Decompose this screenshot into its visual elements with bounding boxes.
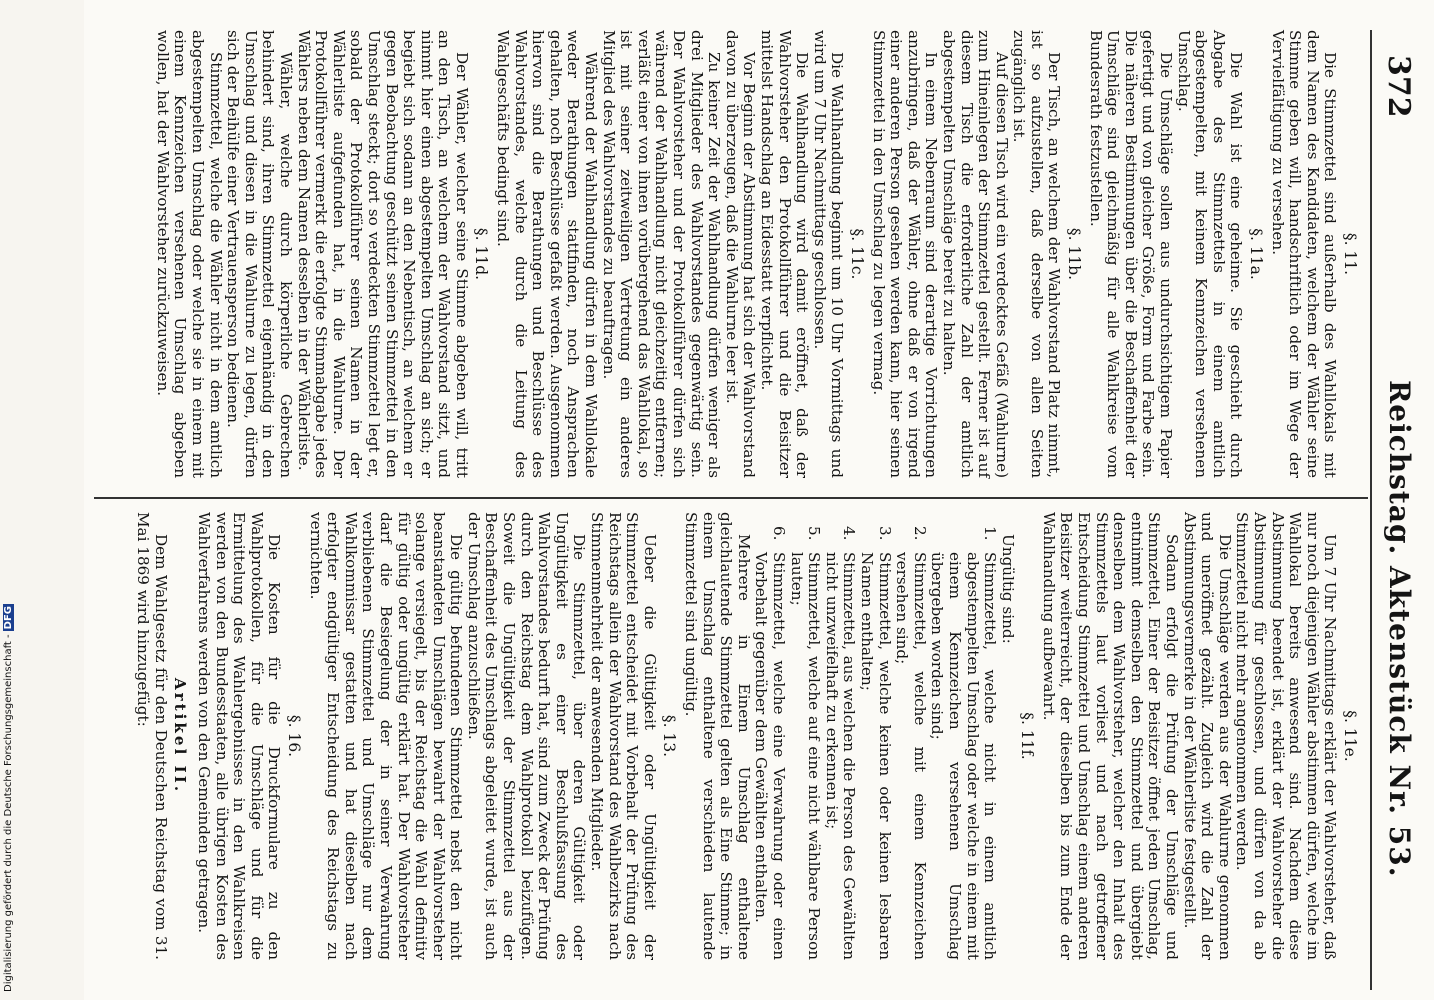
list-text: Stimmzettel, welche keinen oder keinen lesbaren Namen enthalten; bbox=[857, 552, 894, 960]
paragraph: Die Stimmzettel sind außerhalb des Wahllokals mit dem Namen des Kandidaten, welchem der Wähler seine Stimme geben will, handschriftlich oder im Wege der Vervielfältigung zu versehen. bbox=[1268, 30, 1340, 478]
section-heading: §. 11d. bbox=[472, 227, 491, 281]
digitization-credit bbox=[3, 604, 14, 992]
dfg-logo: DFG bbox=[3, 606, 14, 630]
paragraph: Die Umschläge sollen aus undurchsichtigem Papier gefertigt und von gleicher Größe, Form und Farbe sein. Die näheren Bestimmungen über die Beschaffenheit der Umschläge sind gleichmäßig für alle Wahlkreise vom Bundesrath festzustellen. bbox=[1086, 30, 1176, 478]
paragraph: Auf diesen Tisch wird ein verdecktes Gefäß (Wahlurne) zum Hineinlegen der Stimmzettel gestellt. Ferner ist auf diesem Tisch die erforderliche Zahl der amtlich abgestempelten Umschläge bereit zu halten. bbox=[939, 30, 1011, 478]
list-text: Stimmzettel, welche nicht in einem amtlich abgestempelten Umschlag oder welche in einem mit einem Kennzeichen versehenen Umschlag übergeben worden sind; bbox=[928, 552, 1000, 960]
paragraph: Vor Beginn der Abstimmung hat sich der Wahlvorstand davon zu überzeugen, daß die Wahlurne leer ist. bbox=[722, 30, 759, 478]
list-text: Stimmzettel, welche auf eine nicht wählbare Person lauten; bbox=[787, 552, 824, 960]
list-number: 1. bbox=[981, 526, 1000, 541]
list-number: 4. bbox=[840, 526, 859, 541]
article-heading: Artikel II. bbox=[171, 677, 190, 795]
paragraph: Sodann erfolgt die Prüfung der Umschläge und Stimmzettel. Einer der Beisitzer öffnet jeden Umschlag, entnimmt demselben den Stimmzettel und übergiebt denselben dem Wahlvorsteher, welcher den Inhalt des Stimmzettels laut vorliest und nach getroffener Entscheidung Stimmzettel und Umschlag einem anderen Beisitzer weiterreicht, der dieselben bis zum Ende der Wahlhandlung aufbewahrt. bbox=[1039, 512, 1182, 960]
paragraph: Ungültig sind: bbox=[998, 534, 1017, 644]
rotated-page bbox=[84, 0, 1434, 1000]
paragraph: Der Wähler, welcher seine Stimme abgeben will, tritt an den Tisch, an welchem der Wahlvorstand sitzt, und nimmt hier einen abgestempelten Umschlag an sich; er begiebt sich sodann an den Nebentisch, an welchem er gegen Beobachtung geschützt seinen Stimmzettel in den Umschlag steckt; dort so verdeckten Stimmzettel legt er, sobald der Protokollführer seinen Namen in der Wählerliste aufgefunden hat, in die Wahlurne. Der Protokollführer vermerkt die erfolgte Stimmabgabe jedes Wählers neben dem Namen desselben in der Wählerliste. bbox=[294, 30, 471, 478]
list-text: Stimmzettel, welche eine Verwahrung oder einen Vorbehalt gegenüber dem Gewählten enthalten. bbox=[752, 552, 788, 960]
column-divider bbox=[94, 497, 1368, 499]
list-text: Stimmzettel, aus welchen die Person des Gewählten nicht unzweifelhaft zu erkennen ist; bbox=[822, 552, 859, 960]
right-column bbox=[134, 512, 1362, 960]
invalidity-list bbox=[752, 512, 998, 960]
section-heading: §. 11a. bbox=[1247, 228, 1266, 280]
paragraph: Um 7 Uhr Nachmittags erklärt der Wahlvorsteher, daß nur noch diejenigen Wähler abstimmen dürfen, welche im Wahllokal bereits anwesend sind. Nachdem diese Abstimmung beendet ist, erklärt der Wahlvorsteher die Abstimmung für geschlossen, und dürfen von da ab Stimmzettel nicht mehr angenommen werden. bbox=[1233, 512, 1340, 960]
section-heading: §. 11c. bbox=[847, 228, 866, 280]
section-heading: §. 11e. bbox=[1341, 710, 1359, 762]
section-heading: §. 11b. bbox=[1065, 227, 1084, 281]
list-item bbox=[893, 512, 928, 960]
list-item bbox=[787, 512, 822, 960]
paragraph: Die Kosten für die Druckformulare zu den Wahlprotokollen, für die Umschläge und für die Ermittelung des Wahlergebnisses in den Wahlkreisen werden von den Bundesstaaten, alle übrigen Kosten des Wahlverfahrens werden von den Gemeinden getragen. bbox=[195, 512, 284, 960]
paragraph: Dem Wahlgesetz für den Deutschen Reichstag vom 31. Mai 1869 wird hinzugefügt: bbox=[134, 512, 170, 960]
paragraph: Wähler, welche durch körperliche Gebrechen behindert sind, ihren Stimmzettel eigenhändig in den Umschlag und diesen in die Wahlurne zu legen, dürfen sich der Beihülfe einer Vertrauensperson bedienen. bbox=[224, 30, 295, 478]
paragraph: Der Tisch, an welchem der Wahlvorstand Platz nimmt, ist so aufzustellen, daß derselbe von allen Seiten zugänglich ist. bbox=[1010, 30, 1064, 478]
list-item bbox=[752, 512, 787, 960]
paragraph: In einem Nebenraum sind derartige Vorrichtungen anzubringen, daß der Wähler, ohne daß er von irgend einer anderen Person gesehen werden kann, hier seinen Stimmzettel in den Umschlag zu legen vermag. bbox=[869, 30, 941, 478]
section-heading: §. 11. bbox=[1341, 232, 1359, 276]
list-number: 5. bbox=[805, 526, 824, 541]
list-number: 6. bbox=[770, 526, 788, 541]
paragraph: Die gültig befundenen Stimmzettel nebst den nicht beanstandeten Umschlägen bewahrt der Wahlvorsteher solange versiegelt, bis der Reichstag die Wahl definitiv für gültig oder ungültig erklärt hat. Der Wahlvorsteher darf die Besiegelung der in seiner Verwahrung verbliebenen Stimmzettel und Umschläge nur dem Wahlkommissar gestatten und hat dieselben nach erfolgter endgültiger Entscheidung des Reichstags zu vernichten. bbox=[306, 512, 466, 960]
section-heading: §. 11f. bbox=[1018, 712, 1037, 760]
paragraph: Die Wahl ist eine geheime. Sie geschieht durch Abgabe des Stimmzettels in einem amtlich abgestempelten, mit keinem Kennzeichen versehenen Umschlag. bbox=[1174, 30, 1246, 478]
section-heading: §. 13. bbox=[660, 714, 679, 758]
paragraph: Die Wahlhandlung beginnt um 10 Uhr Vormittags und wird um 7 Uhr Nachmittags geschlossen. bbox=[810, 30, 847, 478]
list-text: Stimmzettel, welche mit einem Kennzeichen versehen sind; bbox=[893, 552, 929, 960]
header-rule bbox=[1370, 30, 1372, 990]
paragraph: Ueber die Gültigkeit oder Ungültigkeit der Stimmzettel entscheidet mit Vorbehalt der Prüfung des Reichstags allein der Wahlvorstand des Wahlbezirks nach Stimmenmehrheit der anwesenden Mitglieder. bbox=[588, 512, 659, 960]
section-heading: §. 16. bbox=[284, 714, 303, 758]
paragraph: Die Stimmzettel, über deren Gültigkeit oder Ungültigkeit es einer Beschlußfassung des Wahlvorstandes bedurft hat, sind zum Zweck der Prüfung durch den Reichstag dem Wahlprotokoll beizufügen. Soweit die Ungültigkeit der Stimmzettel aus der Beschaffenheit des Umschlags abgeleitet wurde, ist auch der Umschlag anzuschließen. bbox=[464, 512, 589, 960]
list-item bbox=[857, 512, 892, 960]
paragraph: Die Umschläge werden aus der Wahlurne genommen und uneröffnet gezählt. Zugleich wird die Zahl der Abstimmungsvermerke in der Wählerliste festgestellt. bbox=[1180, 512, 1234, 960]
list-number: 2. bbox=[910, 526, 929, 541]
paragraph: Die Wahlhandlung wird damit eröffnet, daß der Wahlvorsteher den Protokollführer und die Beisitzer mittelst Handschlag an Eidesstatt verpflichtet. bbox=[758, 30, 812, 478]
running-head: Reichstag. Aktenstück Nr. 53. bbox=[1383, 380, 1416, 878]
credit-text: Digitalisierung gefördert durch die Deutsche Forschungsgemeinschaft - bbox=[3, 634, 14, 992]
list-number: 3. bbox=[875, 526, 894, 541]
paragraph: Stimmzettel, welche die Wähler nicht in dem amtlich abgestempelten Umschlag oder welche sie in einem mit einem Kennzeichen versehenen Umschlag abgeben wollen, hat der Wahlvorsteher zurückzuweisen. bbox=[153, 30, 225, 478]
list-item bbox=[822, 512, 857, 960]
paragraph: Zu keiner Zeit der Wahlhandlung dürfen weniger als drei Mitglieder des Wahlvorstandes gegenwärtig sein. Der Wahlvorsteher und der Protokollführer dürfen sich während der Wahlhandlung nicht gleichzeitig entfernen; verläßt einer von ihnen vorübergehend das Wahllokal, so ist mit seiner zeitweiligen Vertretung ein anderes Mitglied des Wahlvorstandes zu beauftragen. bbox=[599, 30, 724, 478]
page-number: 372 bbox=[1381, 55, 1416, 118]
list-item bbox=[928, 512, 998, 960]
left-column bbox=[153, 30, 1362, 478]
paragraph: Während der Wahlhandlung dürfen in dem Wahllokale weder Berathungen stattfinden, noch Ansprachen gehalten, noch Beschlüsse gefaßt werden. Ausgenommen hiervon sind die Berathungen und Beschlüsse des Wahlvorstandes, welche durch die Leitung des Wahlgeschäfts bedingt sind. bbox=[494, 30, 601, 478]
paragraph: Mehrere in Einem Umschlag enthaltene gleichlautende Stimmzettel gelten als Eine Stimme; in einem Umschlag enthaltene verschieden lautende Stimmzettel sind ungültig. bbox=[682, 512, 753, 960]
